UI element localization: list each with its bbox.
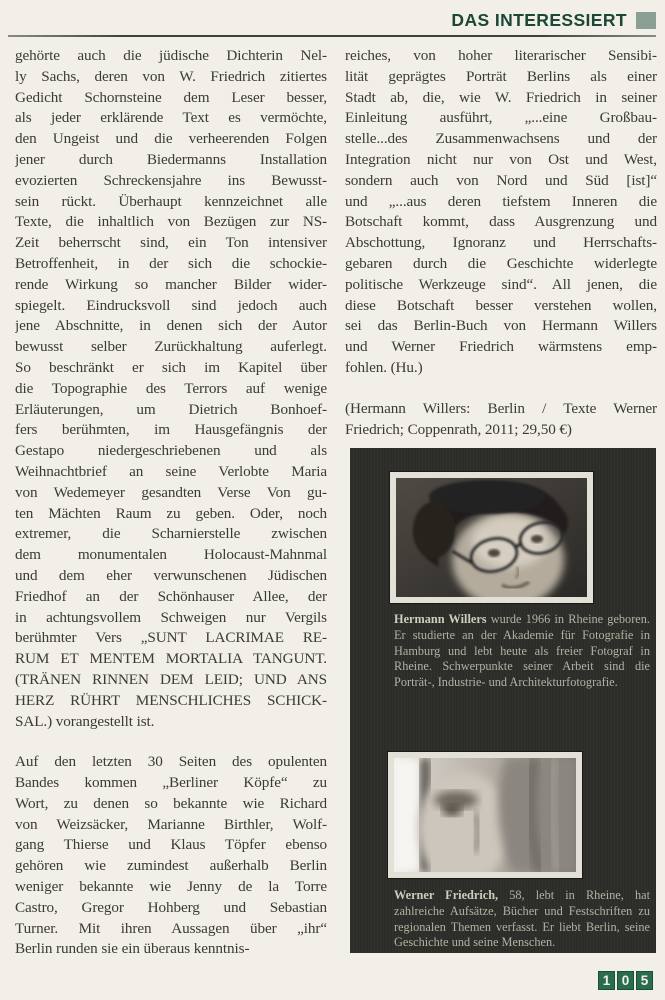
text-line: rende Wirkung so mancher Bilder wider- [15, 275, 327, 293]
text-line: gebaren durch die Geschichte widerlegte [345, 254, 657, 272]
paragraph [345, 46, 657, 379]
text-line: fers berühmten, im Hausgefängnis der [15, 421, 327, 439]
text-line: Wort, zu denen so bekannte wie Richard [15, 794, 327, 812]
page-number-digit: 1 [598, 971, 615, 990]
text-line: jener durch Biedermanns Installation [15, 150, 327, 168]
author-name: Hermann Willers [394, 612, 487, 627]
section-title: DAS INTERESSIERT [451, 10, 627, 30]
text-line: bewusst selber Zurückhaltung auferlegt. [15, 338, 327, 356]
text-line: Botschaft kommt, dass Ausgrenzung und [345, 213, 657, 231]
hermann-willers-photo [390, 472, 593, 603]
text-line: und dem eher verwunschenen Jüdischen [15, 566, 327, 584]
text-line: Abschottung, Ignoranz und Herrschafts- [345, 234, 657, 252]
page-number-digit: 0 [617, 971, 634, 990]
text-line: sondern auch von Nord und Süd [ist]“ [345, 171, 657, 189]
left-column [15, 46, 327, 960]
werner-friedrich-caption: Werner Friedrich, 58, lebt in Rheine, hat zahlreiche Aufsätze, Bücher und Festschriften zu regionalen Themen verfasst. Er liebt Berlin, seine Geschichte und seine Menschen. [394, 888, 650, 950]
text-line: Friedrich; Coppenrath, 2011; 29,50 €) [345, 420, 572, 438]
text-line: extremer, die Scharnierstelle zwischen [15, 525, 327, 543]
text-line: Zeit beherrscht sind, ein Ton intensiver [15, 234, 327, 252]
text-line: Gestapo niedergeschriebenen und als [15, 442, 327, 460]
text-line: und Werner Friedrich wärmstens emp- [345, 338, 657, 356]
section-marker-square-icon [636, 12, 656, 29]
text-line: dem monumentalen Holocaust-Mahnmal [15, 546, 327, 564]
text-line: evozierten Schreckensjahre ins Bewusst- [15, 171, 327, 189]
text-line: Weihnachtbrief an seine Verlobte Maria [15, 462, 327, 480]
text-line: Gedicht Schornsteine dem Leser besser, [15, 88, 327, 106]
werner-friedrich-photo [388, 752, 582, 878]
text-line: und „...aus deren tiefstem Inneren die [345, 192, 657, 210]
text-line: Betroffenheit, in der sich die schockie- [15, 254, 327, 272]
text-line: gehören wie zumindest außerhalb Berlin [15, 857, 327, 875]
page-header [8, 10, 656, 37]
portrait-photo-icon [394, 758, 576, 872]
page-number [598, 971, 653, 990]
author-name: Werner Friedrich, [394, 888, 499, 903]
text-line: sei das Berlin-Buch von Hermann Willers [345, 317, 657, 335]
text-line: So beschränkt er sich im Kapitel über [15, 358, 327, 376]
text-line: gehörte auch die jüdische Dichterin Nel- [15, 47, 327, 64]
text-line: lität geprägtes Porträt Berlins als einer [345, 67, 657, 85]
text-line: Friedhof an der Schönhauser Allee, der [15, 587, 327, 605]
page-number-digit: 5 [636, 971, 653, 990]
text-line: Berlin runden sie ein überaus kenntnis- [15, 940, 250, 958]
text-line: politische Werkzeuge sind“. All jenen, die [345, 275, 657, 293]
text-line: sein rückt. Überhaupt kennzeichnet alle [15, 192, 327, 210]
text-line: reiches, von hoher literarischer Sensibi- [345, 47, 657, 64]
right-column [345, 46, 657, 960]
text-line: Texte, die inhaltlich von Bezügen zur NS- [15, 213, 327, 231]
paragraph [15, 46, 327, 732]
text-line: Castro, Gregor Hohberg und Sebastian [15, 898, 327, 916]
text-line: fohlen. (Hu.) [345, 358, 423, 376]
text-line: die Topographie des Terrors auf wenige [15, 379, 327, 397]
text-line: Bandes kommen „Berliner Köpfe“ zu [15, 774, 327, 792]
paragraph [15, 752, 327, 960]
text-line: gang Thierse und Klaus Töpfer ebenso [15, 836, 327, 854]
text-line: (TRÄNEN RINNEN DEM LEID; UND ANS [15, 670, 327, 688]
text-line: den Ungeist und die verheerenden Folgen [15, 130, 327, 148]
text-line: (Hermann Willers: Berlin / Texte Werner [345, 399, 657, 417]
text-line: weniger bekannte wie Jenny de la Torre [15, 878, 327, 896]
hermann-willers-caption: Hermann Willers wurde 1966 in Rheine geboren. Er studierte an der Akademie für Fotografie in Hamburg und lebt heute als freier Fotograf in Rheine. Schwerpunkte seiner Arbeit sind die Porträt-, Industrie- und Architekturfotografie. [394, 612, 650, 689]
text-line: jene Abschnitte, in denen sich der Autor [15, 317, 327, 335]
text-line: ly Sachs, deren von W. Friedrich zitiertes [15, 67, 327, 85]
paragraph [345, 399, 657, 441]
text-line: berühmter Vers „SUNT LACRIMAE RE- [15, 629, 327, 647]
text-line: Auf den letzten 30 Seiten des opulenten [15, 753, 327, 771]
author-info-box [350, 448, 656, 953]
text-line: RUM ET MENTEM MORTALIA TANGUNT. [15, 650, 327, 668]
text-line: stelle...des Zusammenwachsens und der [345, 130, 657, 148]
text-line: SAL.) vorangestellt ist. [15, 712, 155, 730]
text-line: von Wedemeyer gesandten Verse Von gu- [15, 483, 327, 501]
text-line: als jeder erklärende Text es vermöchte, [15, 109, 327, 127]
text-line: in achtungsvollem Schweigen nur Vergils [15, 608, 327, 626]
text-line: Einleitung ausführt, „...eine Großbau- [345, 109, 657, 127]
right-column-text [345, 46, 657, 440]
text-line: diese Botschaft besser verstehen wollen, [345, 296, 657, 314]
text-line: Stadt ab, die, wie W. Friedrich in seiner [345, 88, 657, 106]
header-divider [8, 35, 656, 37]
portrait-photo-icon [396, 478, 587, 597]
text-line: Turner. Mit ihren Aussagen über „ihr“ [15, 919, 327, 937]
text-line: HERZ RÜHRT MENSCHLICHES SCHICK- [15, 691, 327, 709]
text-line: Integration nicht nur von Ost und West, [345, 150, 657, 168]
text-line: Erläuterungen, um Dietrich Bonhoef- [15, 400, 327, 418]
text-line: spiegelt. Eindrucksvoll sind jedoch auch [15, 296, 327, 314]
article-body [15, 46, 657, 960]
text-line: von Weizsäcker, Marianne Birthler, Wolf- [15, 815, 327, 833]
text-line: ten Mächten Raum zu geben. Oder, noch [15, 504, 327, 522]
